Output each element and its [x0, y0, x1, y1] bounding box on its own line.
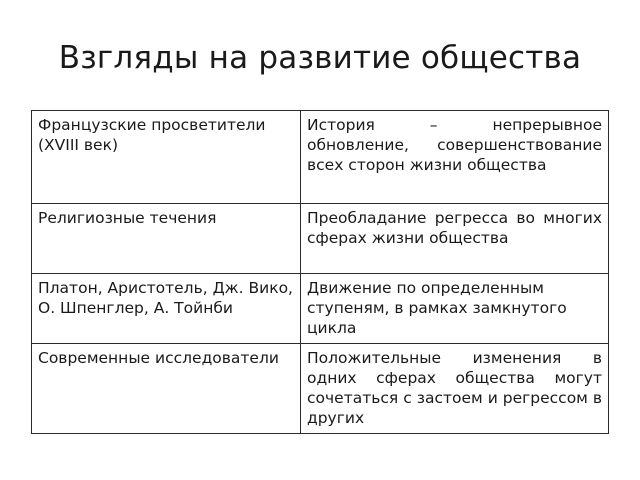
view-cell: Положительные изменения в одних сферах общества могут сочетаться с застоем и регрессом в других: [301, 344, 609, 434]
table-row: [32, 204, 609, 274]
view-cell: История – непрерывное обновление, совершенствование всех сторон жизни общества: [301, 111, 609, 204]
table-row: [32, 111, 609, 204]
group-cell: Французские просветители (XVIII век): [32, 111, 301, 204]
group-cell: Платон, Аристотель, Дж. Вико, О. Шпенглер, А. Тойнби: [32, 274, 301, 344]
view-cell: Преобладание регресса во многих сферах жизни общества: [301, 204, 609, 274]
slide-title: Взгляды на развитие общества: [58, 40, 582, 76]
group-cell: Религиозные течения: [32, 204, 301, 274]
table-row: [32, 344, 609, 434]
views-table: [31, 110, 609, 434]
group-cell: Современные исследователи: [32, 344, 301, 434]
view-cell: Движение по определенным ступеням, в рамках замкнутого цикла: [301, 274, 609, 344]
table-row: [32, 274, 609, 344]
